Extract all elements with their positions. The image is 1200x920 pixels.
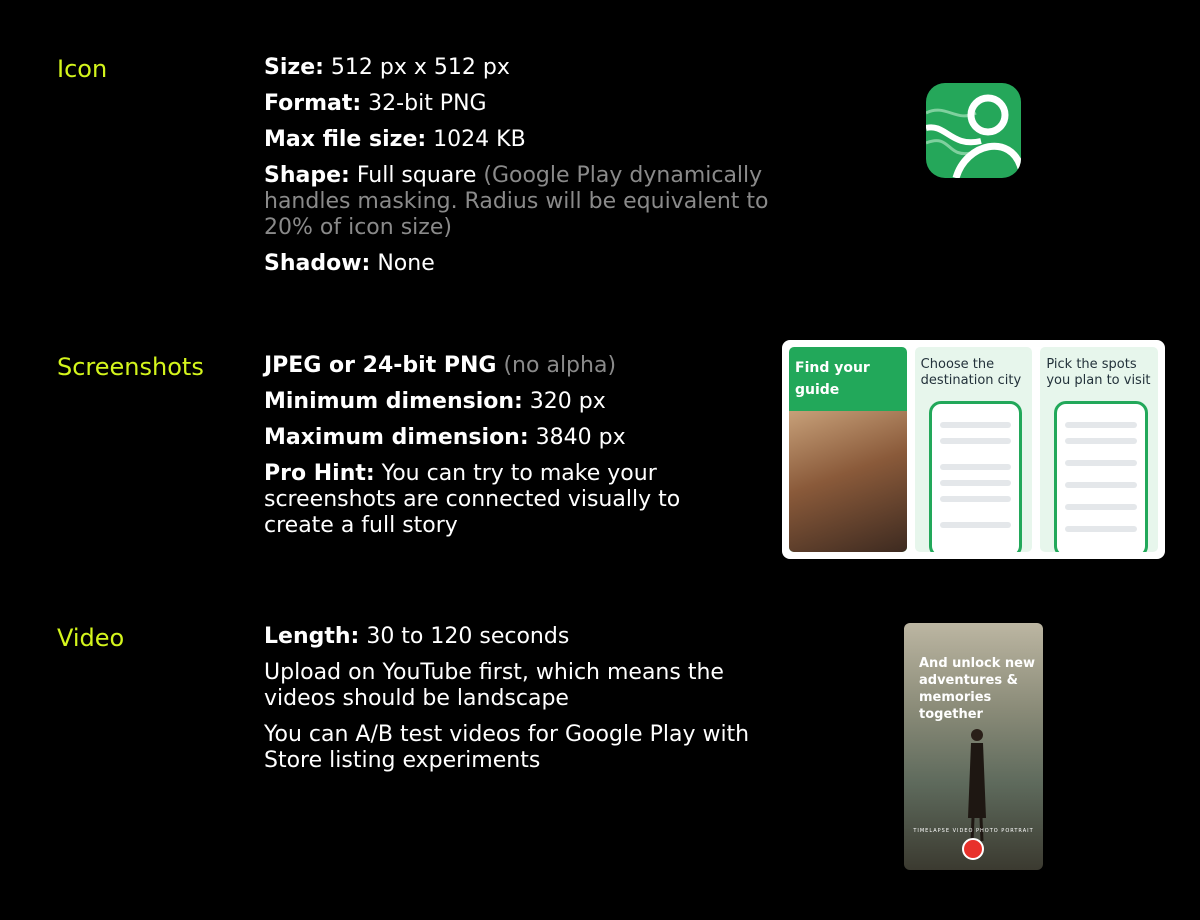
icon-size-value: 512 px x 512 px (323, 55, 510, 80)
screenshot-format-note: (no alpha) (496, 353, 617, 378)
screenshot-max-value: 3840 px (528, 425, 626, 450)
video-length-label: Length: (264, 624, 360, 649)
screenshot-hint-row (264, 461, 694, 539)
icon-shape-row (264, 163, 784, 241)
section-label-icon: Icon (57, 55, 108, 83)
icon-format-label: Format: (264, 91, 362, 116)
icon-specs (264, 55, 784, 287)
screenshot-3 (1040, 347, 1158, 552)
findguide-logo-icon (926, 83, 1021, 178)
phone-mockup (1054, 401, 1148, 552)
screenshot-1-title: Find your guide (795, 360, 870, 398)
screenshot-min-value: 320 px (522, 389, 606, 414)
icon-maxsize-label: Max file size: (264, 127, 427, 152)
camera-modes: TIMELAPSE VIDEO PHOTO PORTRAIT (913, 828, 1034, 834)
screenshots-preview (782, 340, 1165, 559)
icon-maxsize-row (264, 127, 784, 153)
icon-shape-value: Full square (349, 163, 484, 188)
screenshot-specs (264, 353, 694, 549)
screenshot-hint-label: Pro Hint: (264, 461, 375, 486)
icon-size-label: Size: (264, 55, 324, 80)
screenshot-2 (915, 347, 1033, 552)
record-button-icon (962, 838, 984, 860)
video-title: And unlock new adventures & memories together (919, 656, 1036, 722)
screenshot-format-label: JPEG or 24-bit PNG (264, 353, 497, 378)
icon-shadow-row (264, 251, 784, 277)
screenshot-2-title: Choose the destination city (920, 357, 1022, 388)
screenshot-hint-value: You can try to make your screenshots are connected visually to create a full story (264, 461, 681, 538)
traveler-photo (789, 411, 907, 552)
icon-shape-label: Shape: (264, 163, 350, 188)
icon-maxsize-value: 1024 KB (426, 127, 526, 152)
icon-format-row (264, 91, 784, 117)
person-figure (964, 723, 990, 843)
screenshot-format-row (264, 353, 694, 379)
video-length-row (264, 624, 784, 650)
video-length-value: 30 to 120 seconds (359, 624, 570, 649)
screenshot-max-label: Maximum dimension: (264, 425, 529, 450)
screenshot-max-row (264, 425, 694, 451)
screenshot-3-title: Pick the spots you plan to visit (1046, 357, 1151, 388)
video-specs (264, 624, 784, 784)
section-label-video: Video (57, 624, 125, 652)
icon-size-row (264, 55, 784, 81)
section-label-screenshots: Screenshots (57, 353, 204, 381)
video-preview (904, 623, 1043, 870)
phone-mockup (929, 401, 1023, 552)
icon-format-value: 32-bit PNG (361, 91, 487, 116)
icon-shadow-value: None (370, 251, 435, 276)
screenshot-min-label: Minimum dimension: (264, 389, 523, 414)
icon-shape-note: (Google Play dynamically handles masking. Radius will be equivalent to 20% of icon size) (264, 163, 769, 240)
icon-shadow-label: Shadow: (264, 251, 371, 276)
video-upload-row: Upload on YouTube first, which means the videos should be landscape (264, 660, 724, 711)
screenshot-1 (789, 347, 907, 552)
video-ab-row: You can A/B test videos for Google Play with Store listing experiments (264, 722, 750, 773)
screenshot-min-row (264, 389, 694, 415)
